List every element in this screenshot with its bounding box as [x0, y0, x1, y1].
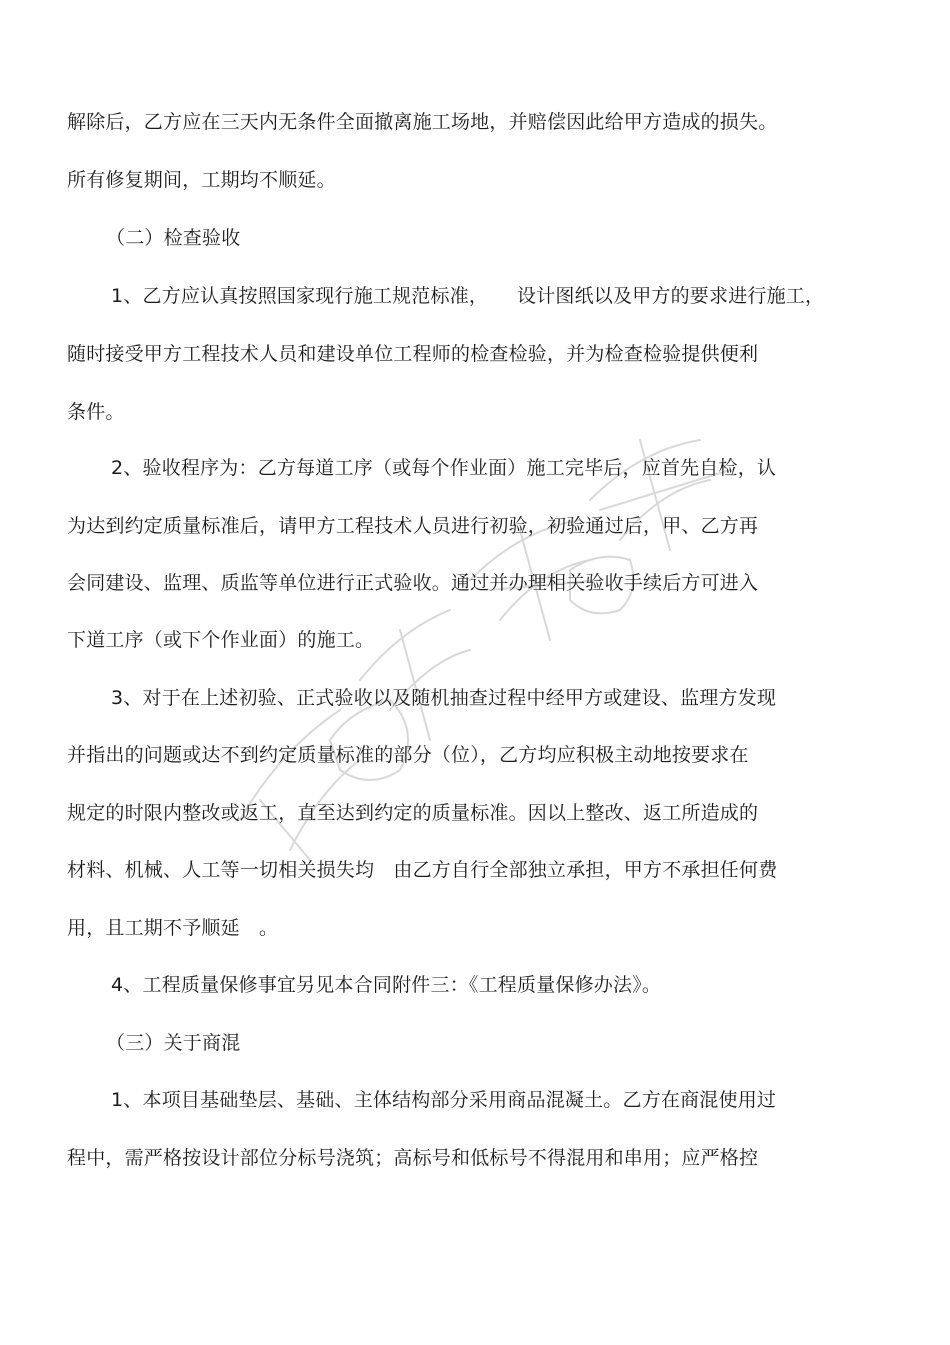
text-line-11: 3、对于在上述初验、正式验收以及随机抽查过程中经甲方或建设、监理方发现	[111, 687, 777, 709]
text-line-18: 1、本项目基础垫层、基础、主体结构部分采用商品混凝土。乙方在商混使用过	[111, 1089, 777, 1111]
text-line-19: 程中，需严格按设计部位分标号浇筑；高标号和低标号不得混用和串用；应严格控	[67, 1147, 759, 1169]
text-line-12: 并指出的问题或达不到约定质量标准的部分（位），乙方均应积极主动地按要求在	[67, 744, 749, 766]
text-line-13: 规定的时限内整改或返工，直至达到约定的质量标准。因以上整改、返工所造成的	[67, 802, 759, 824]
text-line-10: 下道工序（或下个作业面）的施工。	[67, 629, 375, 651]
text-line-4: 1、乙方应认真按照国家现行施工规范标准， 设计图纸以及甲方的要求进行施工，	[111, 285, 825, 307]
text-line-7: 2、验收程序为：乙方每道工序（或每个作业面）施工完毕后，应首先自检，认	[111, 457, 777, 479]
section-heading-inspection: （二）检查验收	[106, 227, 241, 249]
text-line-8: 为达到约定质量标准后，请甲方工程技术人员进行初验，初验通过后，甲、乙方再	[67, 515, 759, 537]
text-line-9: 会同建设、监理、质监等单位进行正式验收。通过并办理相关验收手续后方可进入	[67, 572, 759, 594]
section-heading-concrete: （三）关于商混	[106, 1032, 241, 1054]
text-line-14: 材料、机械、人工等一切相关损失均 由乙方自行全部独立承担，甲方不承担任何费	[67, 859, 778, 881]
text-line-1: 解除后，乙方应在三天内无条件全面撤离施工场地，并赔偿因此给甲方造成的损失。	[67, 111, 778, 133]
text-line-5: 随时接受甲方工程技术人员和建设单位工程师的检查检验，并为检查检验提供便利	[67, 343, 759, 365]
text-line-6: 条件。	[67, 401, 125, 423]
text-line-15: 用，且工期不予顺延 。	[67, 917, 279, 939]
text-line-2: 所有修复期间，工期均不顺延。	[67, 169, 336, 191]
text-line-16: 4、工程质量保修事宜另见本合同附件三：《工程质量保修办法》。	[111, 974, 662, 996]
